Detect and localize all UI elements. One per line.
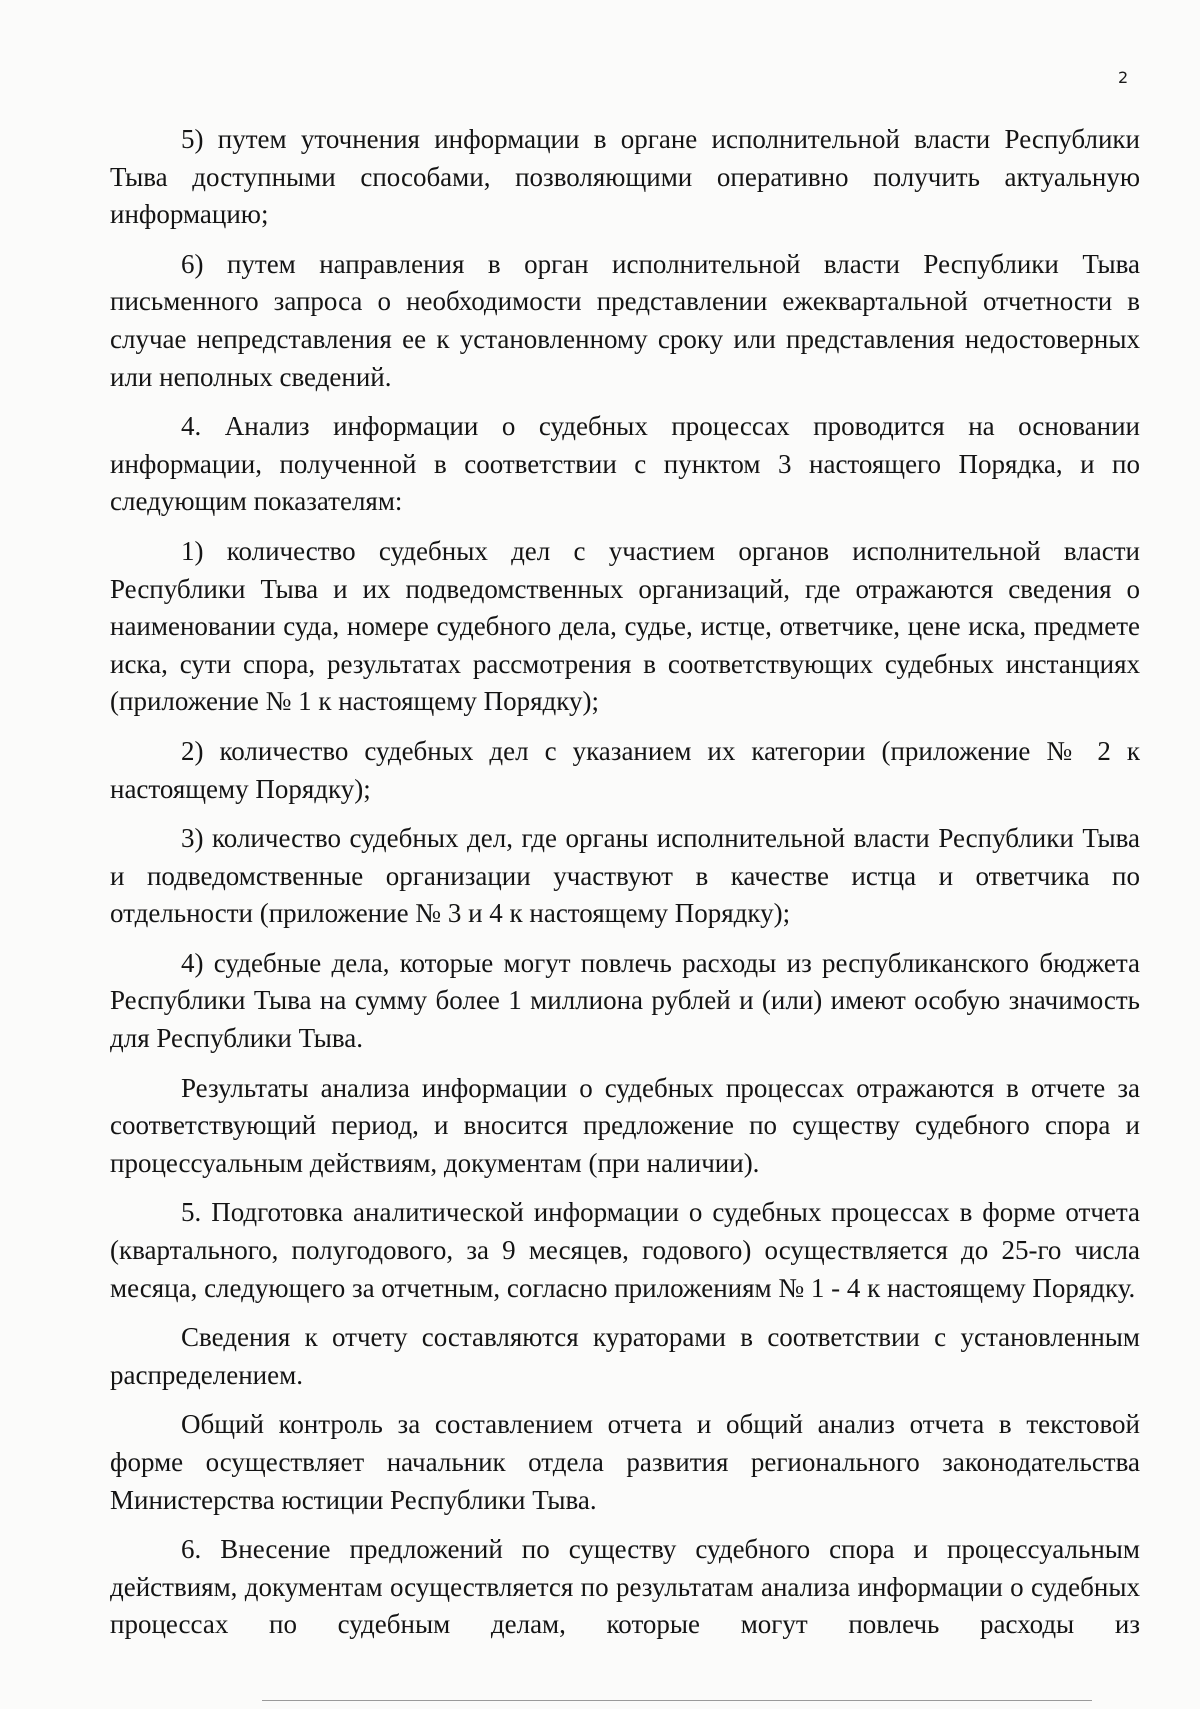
document-body — [110, 121, 1140, 1644]
bottom-scan-line — [262, 1700, 1092, 1701]
paragraph-item-6: 6) путем направления в орган исполнительной власти Республики Тыва письменного запроса о необходимости представлении ежеквартальной отчетности в случае непредставления ее к установленному сроку или представления недостоверных или неполных сведений. — [110, 248, 1140, 392]
paragraph-section-4: 4. Анализ информации о судебных процессах проводится на основании информации, полученной в соответствии с пунктом 3 настоящего Порядка, и по следующим показателям: — [110, 411, 1140, 517]
paragraph-indicator-3: 3) количество судебных дел, где органы исполнительной власти Республики Тыва и подведомственные организации участвуют в качестве истца и ответчика по отдельности (приложение № 3 и 4 к настоящему Порядку); — [110, 823, 1140, 929]
paragraph-section-6: 6. Внесение предложений по существу судебного спора и процессуальным действиям, документам осуществляется по результатам анализа информации о судебных процессах по судебным делам, которые могут повлечь расходы из — [110, 1534, 1140, 1640]
paragraph-indicator-2: 2) количество судебных дел с указанием их категории (приложение № 2 к настоящему Порядку); — [110, 735, 1140, 804]
paragraph-indicator-4: 4) судебные дела, которые могут повлечь расходы из республиканского бюджета Республики Тыва на сумму более 1 миллиона рублей и (или) имеют особую значимость для Республики Тыва. — [110, 947, 1140, 1054]
paragraph-section-5: 5. Подготовка аналитической информации о судебных процессах в форме отчета (квартального, полугодового, за 9 месяцев, годового) осуществляется до 25-го числа месяца, следующего за отчетным, согласно приложениям № 1 - 4 к настоящему Порядку. — [110, 1197, 1140, 1303]
paragraph-general-control: Общий контроль за составлением отчета и общий анализ отчета в текстовой форме осуществляет начальник отдела развития регионального законодательства Министерства юстиции Республики Тыва. — [110, 1409, 1140, 1515]
page-number: 2 — [1118, 68, 1129, 87]
paragraph-report-curators: Сведения к отчету составляются кураторами в соответствии с установленным распределением. — [110, 1322, 1140, 1390]
paragraph-indicator-1: 1) количество судебных дел с участием органов исполнительной власти Республики Тыва и их подведомственных организаций, где отражаются сведения о наименовании суда, номере судебного дела, судье, истце, ответчике, цене иска, предмете иска, сути спора, результатах рассмотрения в соответствующих судебных инстанциях (приложение № 1 к настоящему Порядку); — [110, 535, 1140, 717]
paragraph-analysis-results: Результаты анализа информации о судебных процессах отражаются в отчете за соответствующий период, и вносится предложение по существу судебного спора и процессуальным действиям, документам (при наличии). — [110, 1072, 1140, 1178]
paragraph-item-5: 5) путем уточнения информации в органе исполнительной власти Республики Тыва доступными способами, позволяющими оперативно получить актуальную информацию; — [110, 124, 1140, 230]
